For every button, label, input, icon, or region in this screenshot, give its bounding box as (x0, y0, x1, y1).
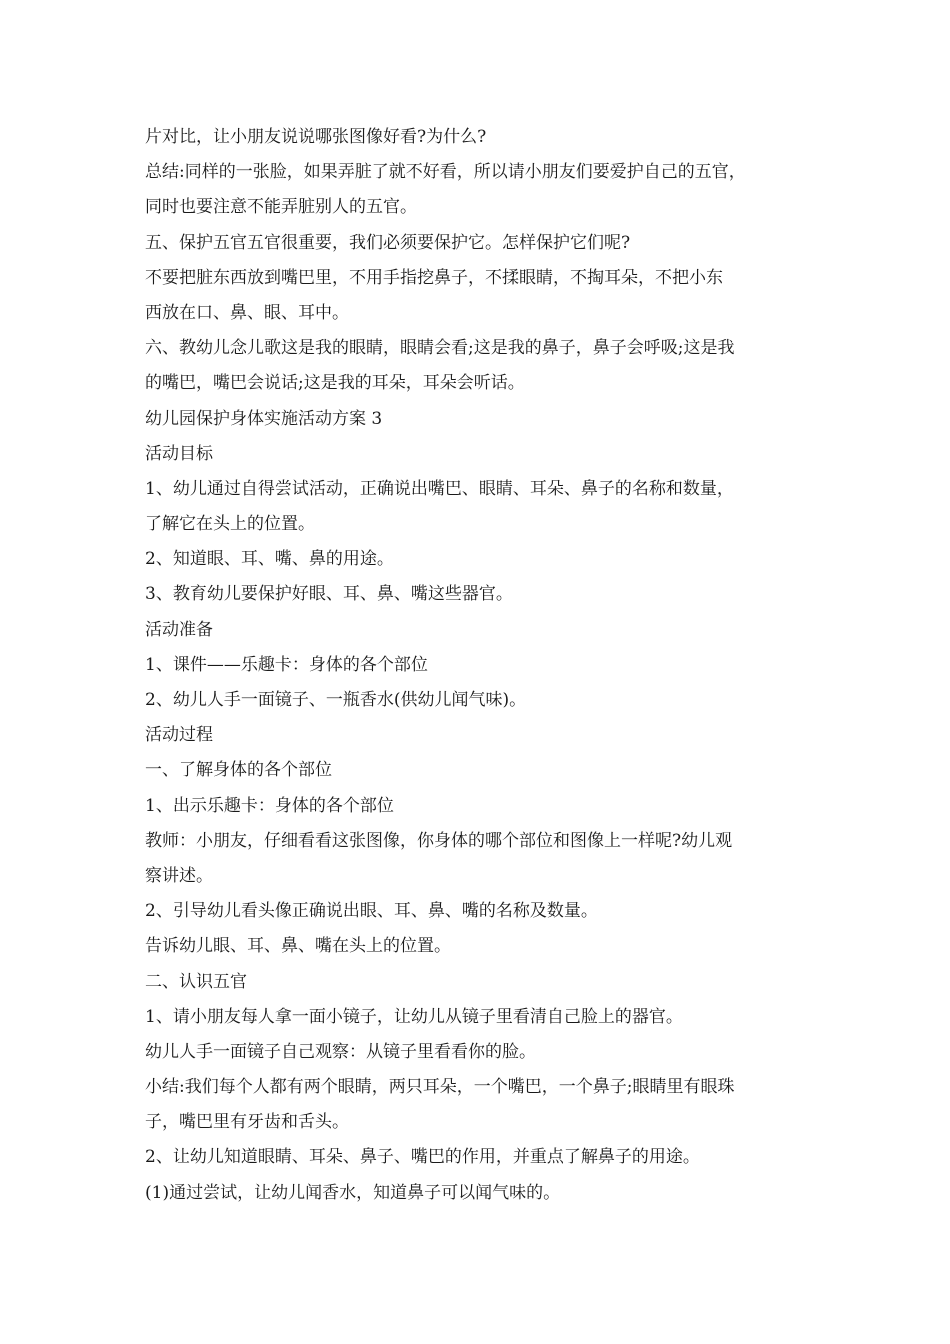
text-line: 2、引导幼儿看头像正确说出眼、耳、鼻、嘴的名称及数量。 (145, 901, 598, 922)
text-line: 五、保护五官五官很重要，我们必须要保护它。怎样保护它们呢? (145, 232, 631, 253)
section-heading: 活动目标 (145, 443, 213, 464)
text-line: 告诉幼儿眼、耳、鼻、嘴在头上的位置。 (145, 936, 451, 957)
text-line: 1、请小朋友每人拿一面小镜子，让幼儿从镜子里看清自己脸上的器官。 (145, 1006, 683, 1027)
section-heading: 活动过程 (145, 725, 213, 746)
text-line: 西放在口、鼻、眼、耳中。 (145, 302, 349, 323)
text-line: 了解它在头上的位置。 (145, 514, 315, 535)
text-line: 小结:我们每个人都有两个眼睛，两只耳朵，一个嘴巴，一个鼻子;眼睛里有眼珠 (145, 1077, 735, 1098)
text-line: (1)通过尝试，让幼儿闻香水，知道鼻子可以闻气味的。 (145, 1182, 561, 1203)
section-heading: 活动准备 (145, 619, 213, 640)
text-line: 2、幼儿人手一面镜子、一瓶香水(供幼儿闻气味)。 (145, 690, 527, 710)
text-line: 的嘴巴，嘴巴会说话;这是我的耳朵，耳朵会听话。 (145, 373, 525, 394)
text-line: 1、幼儿通过自得尝试活动，正确说出嘴巴、眼睛、耳朵、鼻子的名称和数量， (145, 478, 734, 499)
text-line: 不要把脏东西放到嘴巴里，不用手指挖鼻子，不揉眼睛，不掏耳朵，不把小东 (145, 267, 723, 288)
text-line: 片对比，让小朋友说说哪张图像好看?为什么? (145, 127, 487, 147)
text-line: 3、教育幼儿要保护好眼、耳、鼻、嘴这些器官。 (145, 584, 513, 605)
text-line: 教师：小朋友，仔细看看这张图像，你身体的哪个部位和图像上一样呢?幼儿观 (145, 830, 733, 851)
text-line: 同时也要注意不能弄脏别人的五官。 (145, 197, 417, 218)
text-line: 1、课件——乐趣卡：身体的各个部位 (145, 654, 428, 675)
section-title: 幼儿园保护身体实施活动方案 3 (145, 408, 383, 429)
text-line: 察讲述。 (145, 865, 213, 886)
text-line: 幼儿人手一面镜子自己观察：从镜子里看看你的脸。 (145, 1041, 536, 1062)
text-line: 二、认识五官 (145, 971, 247, 992)
text-line: 子，嘴巴里有牙齿和舌头。 (145, 1112, 349, 1133)
text-line: 1、出示乐趣卡：身体的各个部位 (145, 795, 394, 816)
text-line: 2、让幼儿知道眼睛、耳朵、鼻子、嘴巴的作用，并重点了解鼻子的用途。 (145, 1147, 700, 1168)
document-body (145, 120, 825, 1211)
text-line: 总结:同样的一张脸，如果弄脏了就不好看，所以请小朋友们要爱护自己的五官， (145, 162, 746, 183)
text-line: 六、教幼儿念儿歌这是我的眼睛，眼睛会看;这是我的鼻子，鼻子会呼吸;这是我 (145, 338, 735, 359)
text-line: 2、知道眼、耳、嘴、鼻的用途。 (145, 549, 394, 570)
text-line: 一、了解身体的各个部位 (145, 760, 332, 781)
